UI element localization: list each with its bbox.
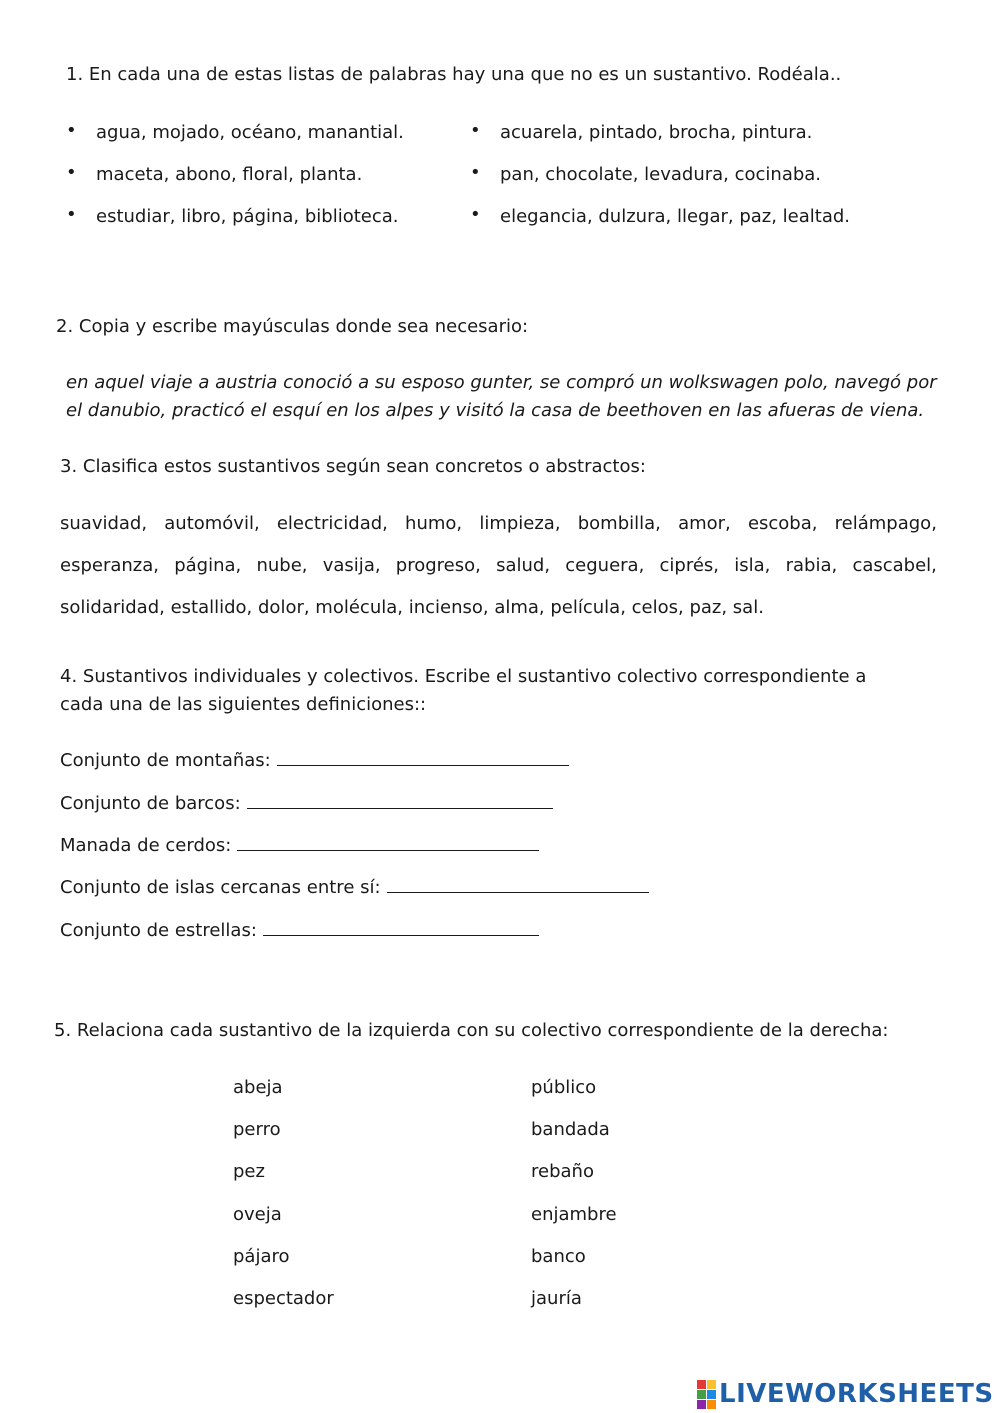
noun-word: esperanza, — [60, 555, 159, 576]
noun-word: isla, — [734, 555, 771, 576]
match-right-item[interactable]: rebaño — [531, 1161, 594, 1182]
bullet-icon: • — [66, 162, 77, 183]
noun-row-3: solidaridad, estallido, dolor, molécula, incienso, alma, película, celos, paz, sal. — [60, 597, 764, 618]
question-4-title-line-1: 4. Sustantivos individuales y colectivos. Escribe el sustantivo colectivo correspondiente a — [60, 666, 867, 687]
list-item: • estudiar, libro, página, biblioteca. — [66, 204, 399, 227]
match-left-item[interactable]: espectador — [233, 1288, 334, 1309]
question-4-title-line-2: cada una de las siguientes definiciones:: — [60, 694, 427, 715]
noun-word: progreso, — [395, 555, 481, 576]
logo-tile — [707, 1400, 716, 1409]
list-item: • elegancia, dulzura, llegar, paz, lealtad. — [470, 204, 851, 227]
match-left-item[interactable]: perro — [233, 1119, 281, 1140]
question-3-title: 3. Clasifica estos sustantivos según sean concretos o abstractos: — [60, 456, 646, 477]
noun-word: vasija, — [322, 555, 381, 576]
noun-word: rabia, — [785, 555, 838, 576]
collective-item: Conjunto de islas cercanas entre sí: — [60, 877, 649, 898]
noun-word: ceguera, — [565, 555, 645, 576]
logo-tiles-icon — [697, 1380, 716, 1409]
question-1-title: 1. En cada una de estas listas de palabras hay una que no es un sustantivo. Rodéala.. — [66, 64, 842, 85]
question-5-title: 5. Relaciona cada sustantivo de la izquierda con su colectivo correspondiente de la derecha: — [54, 1020, 889, 1041]
noun-word: electricidad, — [276, 513, 388, 534]
match-left-item[interactable]: abeja — [233, 1077, 283, 1098]
noun-word: ciprés, — [659, 555, 720, 576]
answer-blank[interactable] — [263, 921, 539, 936]
logo-tile — [697, 1390, 706, 1399]
question-2-text-line-1: en aquel viaje a austria conoció a su esposo gunter, se compró un wolkswagen polo, navegó por — [66, 372, 937, 393]
match-left-item[interactable]: pájaro — [233, 1246, 290, 1267]
logo-tile — [697, 1400, 706, 1409]
noun-word: suavidad, — [60, 513, 148, 534]
noun-word: escoba, — [747, 513, 818, 534]
noun-word: salud, — [496, 555, 551, 576]
noun-word: humo, — [405, 513, 463, 534]
noun-word: página, — [174, 555, 242, 576]
match-right-item[interactable]: banco — [531, 1246, 586, 1267]
match-right-item[interactable]: enjambre — [531, 1204, 617, 1225]
collective-item: Conjunto de barcos: — [60, 793, 553, 814]
question-2-text-line-2: el danubio, practicó el esquí en los alpes y visitó la casa de beethoven en las afueras de viena. — [66, 400, 925, 421]
bullet-icon: • — [66, 204, 77, 225]
noun-word: amor, — [678, 513, 731, 534]
bullet-icon: • — [470, 120, 481, 141]
collective-item: Conjunto de estrellas: — [60, 920, 539, 941]
logo-tile — [707, 1380, 716, 1389]
answer-blank[interactable] — [247, 794, 553, 809]
list-item: • agua, mojado, océano, manantial. — [66, 120, 404, 143]
bullet-icon: • — [470, 204, 481, 225]
match-left-item[interactable]: oveja — [233, 1204, 282, 1225]
noun-row-1 — [60, 513, 937, 534]
noun-word: bombilla, — [577, 513, 661, 534]
list-item: • maceta, abono, floral, planta. — [66, 162, 363, 185]
list-item: • pan, chocolate, levadura, cocinaba. — [470, 162, 822, 185]
bullet-icon: • — [66, 120, 77, 141]
bullet-icon: • — [470, 162, 481, 183]
collective-item: Manada de cerdos: — [60, 835, 539, 856]
answer-blank[interactable] — [387, 878, 649, 893]
match-right-item[interactable]: público — [531, 1077, 597, 1098]
noun-word: limpieza, — [479, 513, 561, 534]
noun-word: nube, — [256, 555, 308, 576]
logo-tile — [707, 1390, 716, 1399]
noun-word: cascabel, — [852, 555, 937, 576]
noun-row-2 — [60, 555, 937, 576]
logo-tile — [697, 1380, 706, 1389]
noun-word: relámpago, — [834, 513, 937, 534]
answer-blank[interactable] — [237, 836, 539, 851]
list-item: • acuarela, pintado, brocha, pintura. — [470, 120, 813, 143]
collective-item: Conjunto de montañas: — [60, 750, 569, 771]
match-right-item[interactable]: bandada — [531, 1119, 610, 1140]
logo-text: LIVEWORKSHEETS — [719, 1379, 994, 1409]
noun-word: automóvil, — [164, 513, 260, 534]
liveworksheets-logo[interactable] — [697, 1378, 994, 1410]
match-right-item[interactable]: jauría — [531, 1288, 582, 1309]
answer-blank[interactable] — [277, 751, 569, 766]
match-left-item[interactable]: pez — [233, 1161, 265, 1182]
question-2-title: 2. Copia y escribe mayúsculas donde sea necesario: — [56, 316, 529, 337]
